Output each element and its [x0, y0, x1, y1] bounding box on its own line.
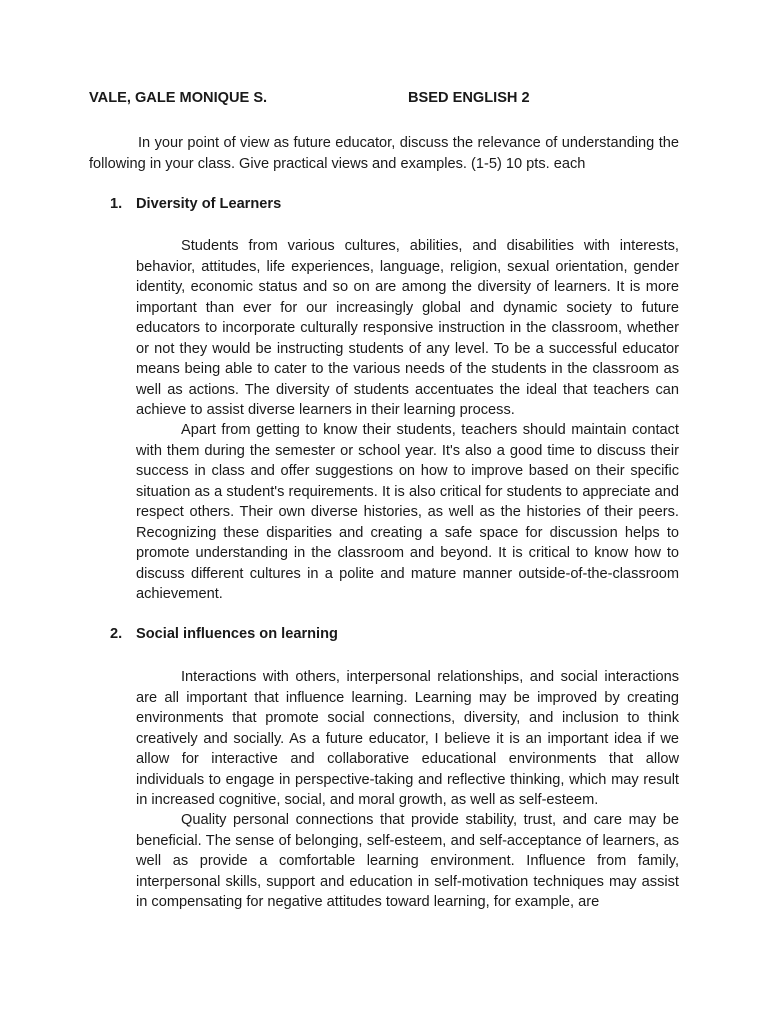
section-title: Social influences on learning: [136, 626, 338, 642]
section-2-paragraph-2: Quality personal connections that provide stability, trust, and care may be beneficial. The sense of belonging, self-esteem, and self-acceptance of learners, as well as provide a comfortable learning environment. Influence from family, interpersonal skills, support and education in self-motivation techniques may assist in compensating for negative attitudes toward learning, for example, are: [136, 812, 679, 910]
section-heading-2: [110, 626, 338, 642]
section-2-paragraph-1: Interactions with others, interpersonal relationships, and social interactions are all important that influence learning. Learning may be improved by creating environments that promote social connections, diversity, and inclusion to think creatively and socially. As a future educator, I believe it is an important idea if we allow for interactive and collaborative educational environments that allow individuals to engage in perspective-taking and reflective thinking, which may result in increased cognitive, social, and moral growth, as well as self-esteem.: [136, 669, 679, 808]
section-1-paragraph-2: Apart from getting to know their students, teachers should maintain contact with them during the semester or school year. It's also a good time to discuss their success in class and offer suggestions on how to improve based on their specific situation as a student's requirements. It is also critical for students to appreciate and respect others. Their own diverse histories, as well as the histories of their peers. Recognizing these disparities and creating a safe space for discussion helps to promote understanding in the classroom and beyond. It is critical to know how to discuss different cultures in a polite and mature manner outside-of-the-classroom achievement.: [136, 422, 679, 602]
section-number: 2.: [110, 626, 123, 642]
section-number: 1.: [110, 196, 123, 212]
section-heading-1: [110, 196, 281, 212]
section-1-paragraph-1: Students from various cultures, abilities, and disabilities with interests, behavior, attitudes, life experiences, language, religion, sexual orientation, gender identity, economic status and so on are among the diversity of learners. It is more important than ever for our increasingly global and dynamic society to future educators to incorporate culturally responsive instruction in the classroom, whether or not they would be instructing students of any level. To be a successful educator means being able to cater to the various needs of the students in the classroom as well as actions. The diversity of students accentuates the ideal that teachers can achieve to assist diverse learners in their learning process.: [136, 238, 679, 418]
course-label: BSED ENGLISH 2: [408, 90, 530, 106]
student-name: VALE, GALE MONIQUE S.: [89, 90, 268, 106]
section-title: Diversity of Learners: [136, 196, 282, 212]
assignment-prompt: In your point of view as future educator, discuss the relevance of understanding the following in your class. Give practical views and examples. (1-5) 10 pts. each: [89, 135, 679, 172]
